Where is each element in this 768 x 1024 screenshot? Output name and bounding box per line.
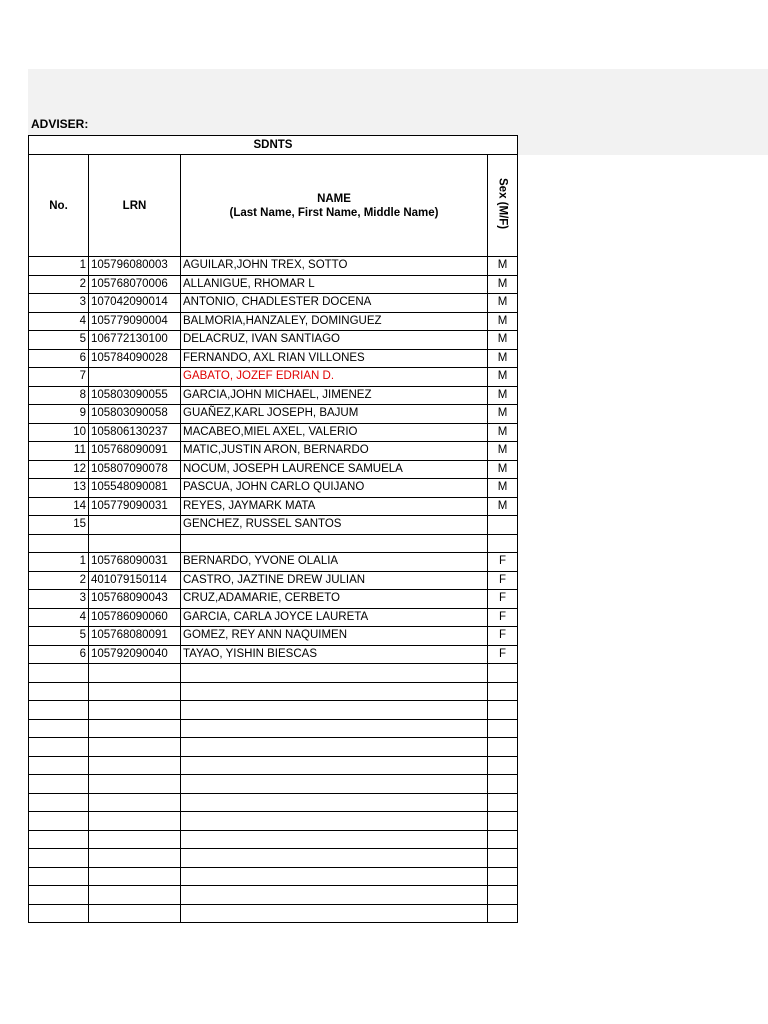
table-row [29,590,518,609]
student-name-cell[interactable] [181,904,488,923]
row-number-cell[interactable] [29,904,89,923]
lrn-cell[interactable]: 105768090043 [89,590,181,609]
table-row [29,701,518,720]
sex-cell[interactable]: F [488,608,518,627]
lrn-cell[interactable]: 105548090081 [89,479,181,498]
sex-cell[interactable] [488,793,518,812]
student-name-cell[interactable] [181,701,488,720]
sex-cell[interactable]: F [488,590,518,609]
lrn-cell[interactable]: 105768090031 [89,553,181,572]
sex-cell[interactable]: F [488,553,518,572]
column-header-no: No. [29,155,89,257]
lrn-cell[interactable]: 105803090058 [89,405,181,424]
row-number-cell[interactable]: 2 [29,275,89,294]
sex-cell[interactable]: M [488,386,518,405]
sex-cell[interactable]: M [488,497,518,516]
table-row [29,405,518,424]
row-number-cell[interactable] [29,775,89,794]
sex-cell[interactable] [488,775,518,794]
student-name-cell[interactable]: CRUZ,ADAMARIE, CERBETO [181,590,488,609]
row-number-cell[interactable] [29,830,89,849]
student-name-cell[interactable]: GOMEZ, REY ANN NAQUIMEN [181,627,488,646]
lrn-cell[interactable] [89,738,181,757]
sex-cell[interactable] [488,719,518,738]
student-name-cell[interactable]: MACABEO,MIEL AXEL, VALERIO [181,423,488,442]
table-row [29,368,518,387]
lrn-cell[interactable] [89,701,181,720]
row-number-cell[interactable] [29,738,89,757]
student-name-cell[interactable]: BERNARDO, YVONE OLALIA [181,553,488,572]
table-row [29,738,518,757]
table-row [29,571,518,590]
sex-cell[interactable]: F [488,645,518,664]
row-number-cell[interactable] [29,701,89,720]
table-row [29,812,518,831]
table-row [29,442,518,461]
sex-cell[interactable]: M [488,405,518,424]
sex-cell[interactable]: M [488,294,518,313]
row-number-cell[interactable] [29,664,89,683]
table-row [29,497,518,516]
sex-cell[interactable] [488,534,518,553]
lrn-cell[interactable] [89,682,181,701]
roster-body [29,257,518,923]
table-row [29,386,518,405]
lrn-cell[interactable] [89,775,181,794]
sex-cell[interactable] [488,849,518,868]
lrn-cell[interactable]: 105786090060 [89,608,181,627]
lrn-cell[interactable] [89,849,181,868]
table-row [29,682,518,701]
student-name-cell[interactable]: ANTONIO, CHADLESTER DOCENA [181,294,488,313]
row-number-cell[interactable]: 5 [29,627,89,646]
row-number-cell[interactable]: 4 [29,608,89,627]
lrn-cell[interactable] [89,534,181,553]
sex-cell[interactable]: M [488,275,518,294]
student-name-cell[interactable]: AGUILAR,JOHN TREX, SOTTO [181,257,488,276]
lrn-cell[interactable] [89,368,181,387]
sex-cell[interactable] [488,738,518,757]
student-name-cell[interactable]: PASCUA, JOHN CARLO QUIJANO [181,479,488,498]
sex-cell[interactable]: F [488,627,518,646]
table-row [29,275,518,294]
table-row [29,775,518,794]
sex-cell[interactable] [488,867,518,886]
student-name-cell[interactable] [181,849,488,868]
lrn-cell[interactable] [89,886,181,905]
sex-cell[interactable]: M [488,460,518,479]
student-name-cell[interactable] [181,775,488,794]
student-name-cell[interactable]: ALLANIGUE, RHOMAR L [181,275,488,294]
student-name-cell[interactable]: BALMORIA,HANZALEY, DOMINGUEZ [181,312,488,331]
row-number-cell[interactable]: 10 [29,423,89,442]
lrn-cell[interactable]: 107042090014 [89,294,181,313]
student-name-cell[interactable] [181,534,488,553]
student-name-cell[interactable] [181,756,488,775]
lrn-cell[interactable]: 106772130100 [89,331,181,350]
row-number-cell[interactable]: 11 [29,442,89,461]
lrn-cell[interactable] [89,516,181,535]
table-row [29,553,518,572]
table-row [29,719,518,738]
lrn-cell[interactable] [89,867,181,886]
lrn-cell[interactable]: 105779090004 [89,312,181,331]
row-number-cell[interactable] [29,682,89,701]
lrn-cell[interactable] [89,756,181,775]
student-name-cell[interactable]: GABATO, JOZEF EDRIAN D. [181,368,488,387]
table-row [29,830,518,849]
lrn-cell[interactable]: 105768090091 [89,442,181,461]
student-name-cell[interactable]: FERNANDO, AXL RIAN VILLONES [181,349,488,368]
sex-cell[interactable]: M [488,349,518,368]
sex-cell[interactable] [488,812,518,831]
row-number-cell[interactable] [29,867,89,886]
table-row [29,756,518,775]
table-row [29,257,518,276]
student-name-cell[interactable] [181,812,488,831]
column-header-name [181,155,488,257]
row-number-cell[interactable]: 13 [29,479,89,498]
table-row [29,608,518,627]
sex-cell[interactable] [488,682,518,701]
row-number-cell[interactable] [29,849,89,868]
row-number-cell[interactable] [29,534,89,553]
row-number-cell[interactable] [29,812,89,831]
table-row [29,886,518,905]
row-number-cell[interactable]: 3 [29,294,89,313]
sex-cell[interactable]: M [488,257,518,276]
sex-cell[interactable]: M [488,331,518,350]
table-row [29,849,518,868]
student-name-cell[interactable]: GARCIA,JOHN MICHAEL, JIMENEZ [181,386,488,405]
sex-cell[interactable]: M [488,368,518,387]
table-row [29,793,518,812]
sex-cell[interactable]: M [488,479,518,498]
lrn-cell[interactable]: 105792090040 [89,645,181,664]
row-number-cell[interactable]: 6 [29,645,89,664]
sex-cell[interactable] [488,756,518,775]
row-number-cell[interactable]: 8 [29,386,89,405]
column-header-sex [488,155,518,257]
student-roster-table [28,135,518,923]
student-name-cell[interactable] [181,793,488,812]
lrn-cell[interactable]: 105796080003 [89,257,181,276]
sex-cell[interactable] [488,516,518,535]
student-name-cell[interactable] [181,867,488,886]
lrn-cell[interactable]: 401079150114 [89,571,181,590]
sex-cell[interactable] [488,886,518,905]
table-title: SDNTS [29,136,518,155]
table-row [29,867,518,886]
row-number-cell[interactable]: 2 [29,571,89,590]
row-number-cell[interactable]: 6 [29,349,89,368]
table-row [29,627,518,646]
row-number-cell[interactable]: 15 [29,516,89,535]
row-number-cell[interactable] [29,756,89,775]
student-name-cell[interactable]: MATIC,JUSTIN ARON, BERNARDO [181,442,488,461]
student-name-cell[interactable]: REYES, JAYMARK MATA [181,497,488,516]
table-row [29,516,518,535]
row-number-cell[interactable]: 1 [29,553,89,572]
table-row [29,331,518,350]
table-row [29,904,518,923]
student-name-cell[interactable]: DELACRUZ, IVAN SANTIAGO [181,331,488,350]
sex-cell[interactable] [488,830,518,849]
student-name-cell[interactable] [181,886,488,905]
lrn-cell[interactable] [89,793,181,812]
row-number-cell[interactable]: 4 [29,312,89,331]
table-row [29,479,518,498]
row-number-cell[interactable] [29,719,89,738]
student-name-cell[interactable]: NOCUM, JOSEPH LAURENCE SAMUELA [181,460,488,479]
student-name-cell[interactable] [181,719,488,738]
sex-cell[interactable]: M [488,442,518,461]
table-row [29,645,518,664]
student-name-cell[interactable]: GARCIA, CARLA JOYCE LAURETA [181,608,488,627]
student-name-cell[interactable]: GENCHEZ, RUSSEL SANTOS [181,516,488,535]
row-number-cell[interactable] [29,793,89,812]
student-name-cell[interactable]: GUAÑEZ,KARL JOSEPH, BAJUM [181,405,488,424]
row-number-cell[interactable]: 12 [29,460,89,479]
row-number-cell[interactable]: 3 [29,590,89,609]
row-number-cell[interactable] [29,886,89,905]
lrn-cell[interactable]: 105784090028 [89,349,181,368]
lrn-cell[interactable]: 105806130237 [89,423,181,442]
student-name-cell[interactable]: TAYAO, YISHIN BIESCAS [181,645,488,664]
student-name-cell[interactable] [181,682,488,701]
lrn-cell[interactable]: 105768080091 [89,627,181,646]
sex-cell[interactable]: M [488,312,518,331]
sex-cell[interactable] [488,904,518,923]
lrn-cell[interactable]: 105768070006 [89,275,181,294]
lrn-cell[interactable]: 105807090078 [89,460,181,479]
adviser-label: ADVISER: [31,117,89,131]
table-row [29,294,518,313]
student-name-cell[interactable]: CASTRO, JAZTINE DREW JULIAN [181,571,488,590]
row-number-cell[interactable]: 1 [29,257,89,276]
row-number-cell[interactable]: 7 [29,368,89,387]
row-number-cell[interactable]: 5 [29,331,89,350]
student-name-cell[interactable] [181,830,488,849]
table-row [29,460,518,479]
column-header-sex-label: Sex (M/F) [496,177,509,230]
student-name-cell[interactable] [181,738,488,757]
row-number-cell[interactable]: 9 [29,405,89,424]
lrn-cell[interactable]: 105803090055 [89,386,181,405]
column-header-name-line1: NAME [317,192,351,205]
sex-cell[interactable] [488,664,518,683]
lrn-cell[interactable]: 105779090031 [89,497,181,516]
lrn-cell[interactable] [89,904,181,923]
column-header-lrn: LRN [89,155,181,257]
table-row [29,312,518,331]
table-row [29,423,518,442]
column-header-name-line2: (Last Name, First Name, Middle Name) [229,206,439,219]
table-row [29,534,518,553]
lrn-cell[interactable] [89,812,181,831]
sex-cell[interactable]: M [488,423,518,442]
lrn-cell[interactable] [89,719,181,738]
table-row [29,664,518,683]
sex-cell[interactable]: F [488,571,518,590]
lrn-cell[interactable] [89,830,181,849]
row-number-cell[interactable]: 14 [29,497,89,516]
lrn-cell[interactable] [89,664,181,683]
student-name-cell[interactable] [181,664,488,683]
table-row [29,349,518,368]
sex-cell[interactable] [488,701,518,720]
